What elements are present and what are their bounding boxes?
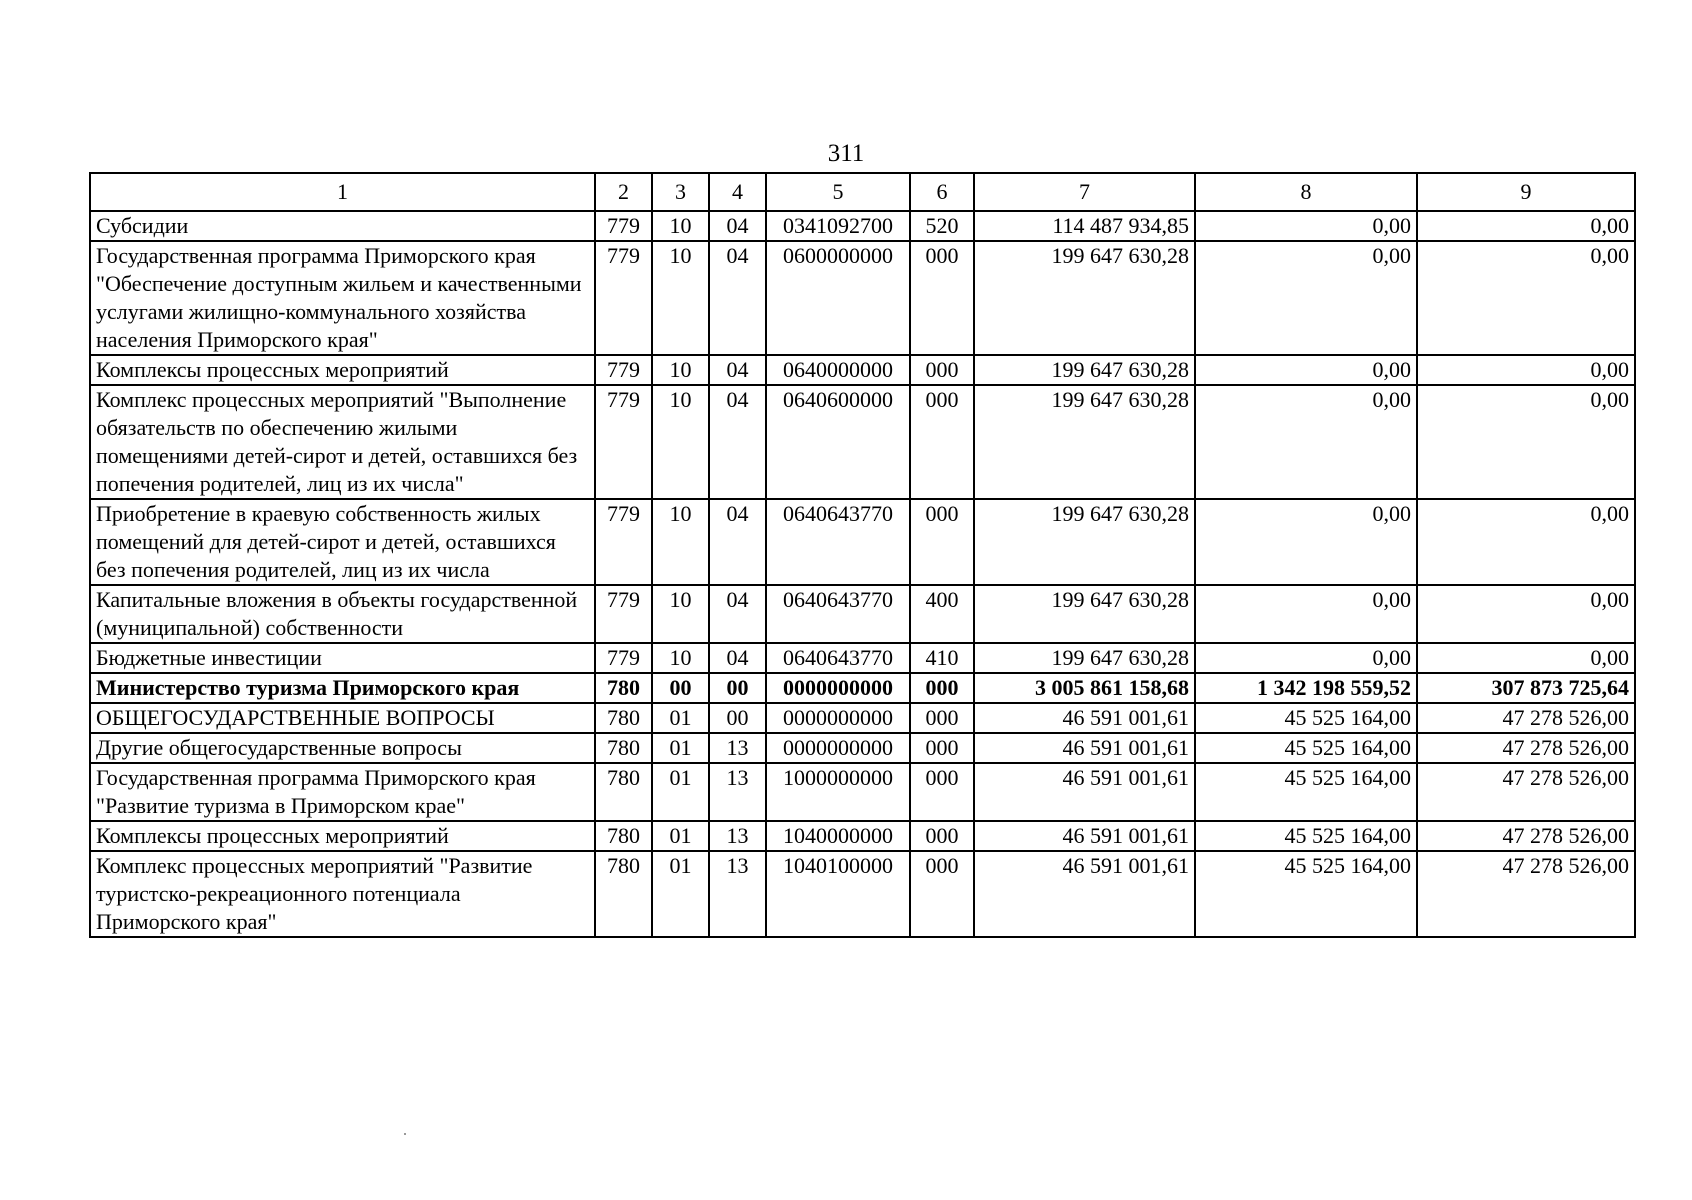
- row-code-cell: 410: [910, 643, 974, 673]
- row-code-cell: 00: [709, 703, 766, 733]
- column-header: 6: [910, 173, 974, 211]
- row-amount-cell: 46 591 001,61: [974, 763, 1195, 821]
- row-amount-cell: 46 591 001,61: [974, 703, 1195, 733]
- row-code-cell: 780: [595, 763, 652, 821]
- budget-table: [89, 172, 1636, 938]
- row-name-cell: Комплекс процессных мероприятий "Развитие туристско-рекреационного потенциала Приморского края": [90, 851, 595, 937]
- row-name-cell: Комплекс процессных мероприятий "Выполнение обязательств по обеспечению жилыми помещениями детей-сирот и детей, оставшихся без попечения родителей, лиц из их числа": [90, 385, 595, 499]
- row-code-cell: 779: [595, 585, 652, 643]
- row-amount-cell: 0,00: [1195, 499, 1417, 585]
- row-amount-cell: 47 278 526,00: [1417, 763, 1635, 821]
- row-code-cell: 779: [595, 643, 652, 673]
- column-header: 5: [766, 173, 910, 211]
- column-header: 1: [90, 173, 595, 211]
- row-code-cell: 04: [709, 211, 766, 241]
- row-amount-cell: 0,00: [1417, 355, 1635, 385]
- row-code-cell: 400: [910, 585, 974, 643]
- row-name-cell: ОБЩЕГОСУДАРСТВЕННЫЕ ВОПРОСЫ: [90, 703, 595, 733]
- row-code-cell: 000: [910, 355, 974, 385]
- row-amount-cell: 199 647 630,28: [974, 499, 1195, 585]
- table-row: [90, 385, 1635, 499]
- row-name-cell: Государственная программа Приморского края "Обеспечение доступным жильем и качественными услугами жилищно-коммунального хозяйства населения Приморского края": [90, 241, 595, 355]
- table-header-row: [90, 173, 1635, 211]
- column-header: 3: [652, 173, 709, 211]
- row-code-cell: 01: [652, 851, 709, 937]
- row-code-cell: 0600000000: [766, 241, 910, 355]
- row-code-cell: 04: [709, 499, 766, 585]
- row-code-cell: 779: [595, 385, 652, 499]
- row-code-cell: 10: [652, 355, 709, 385]
- row-amount-cell: 0,00: [1195, 355, 1417, 385]
- row-code-cell: 779: [595, 355, 652, 385]
- table-row: [90, 821, 1635, 851]
- table-row: [90, 211, 1635, 241]
- row-code-cell: 10: [652, 499, 709, 585]
- row-code-cell: 10: [652, 385, 709, 499]
- row-name-cell: Министерство туризма Приморского края: [90, 673, 595, 703]
- row-code-cell: 000: [910, 851, 974, 937]
- scan-mark: [404, 1133, 406, 1135]
- row-code-cell: 0640643770: [766, 643, 910, 673]
- row-code-cell: 000: [910, 733, 974, 763]
- row-code-cell: 780: [595, 733, 652, 763]
- row-code-cell: 0640643770: [766, 499, 910, 585]
- row-code-cell: 10: [652, 643, 709, 673]
- row-code-cell: 000: [910, 821, 974, 851]
- row-code-cell: 0000000000: [766, 703, 910, 733]
- row-code-cell: 13: [709, 733, 766, 763]
- row-amount-cell: 47 278 526,00: [1417, 733, 1635, 763]
- row-amount-cell: 45 525 164,00: [1195, 703, 1417, 733]
- row-code-cell: 1040100000: [766, 851, 910, 937]
- row-code-cell: 01: [652, 821, 709, 851]
- table-row: [90, 733, 1635, 763]
- row-code-cell: 13: [709, 821, 766, 851]
- row-name-cell: Другие общегосударственные вопросы: [90, 733, 595, 763]
- table-row: [90, 673, 1635, 703]
- row-code-cell: 000: [910, 385, 974, 499]
- row-amount-cell: 307 873 725,64: [1417, 673, 1635, 703]
- row-amount-cell: 199 647 630,28: [974, 385, 1195, 499]
- page-number: 311: [827, 140, 865, 167]
- row-amount-cell: 199 647 630,28: [974, 643, 1195, 673]
- row-amount-cell: 0,00: [1417, 241, 1635, 355]
- row-name-cell: Комплексы процессных мероприятий: [90, 355, 595, 385]
- column-header: 7: [974, 173, 1195, 211]
- row-code-cell: 780: [595, 673, 652, 703]
- row-amount-cell: 45 525 164,00: [1195, 851, 1417, 937]
- row-amount-cell: 0,00: [1195, 211, 1417, 241]
- row-code-cell: 01: [652, 703, 709, 733]
- row-amount-cell: 0,00: [1195, 643, 1417, 673]
- row-code-cell: 0341092700: [766, 211, 910, 241]
- row-code-cell: 04: [709, 643, 766, 673]
- row-amount-cell: 0,00: [1417, 211, 1635, 241]
- row-amount-cell: 47 278 526,00: [1417, 821, 1635, 851]
- table-body: [90, 211, 1635, 937]
- row-code-cell: 10: [652, 241, 709, 355]
- row-amount-cell: 0,00: [1195, 585, 1417, 643]
- table-row: [90, 241, 1635, 355]
- row-code-cell: 000: [910, 703, 974, 733]
- row-name-cell: Государственная программа Приморского края "Развитие туризма в Приморском крае": [90, 763, 595, 821]
- row-amount-cell: 1 342 198 559,52: [1195, 673, 1417, 703]
- row-code-cell: 1000000000: [766, 763, 910, 821]
- column-header: 4: [709, 173, 766, 211]
- row-name-cell: Субсидии: [90, 211, 595, 241]
- row-amount-cell: 114 487 934,85: [974, 211, 1195, 241]
- row-code-cell: 0000000000: [766, 673, 910, 703]
- row-amount-cell: 199 647 630,28: [974, 585, 1195, 643]
- row-amount-cell: 46 591 001,61: [974, 851, 1195, 937]
- column-header: 2: [595, 173, 652, 211]
- row-code-cell: 00: [652, 673, 709, 703]
- row-code-cell: 000: [910, 241, 974, 355]
- row-amount-cell: 45 525 164,00: [1195, 733, 1417, 763]
- row-code-cell: 0640000000: [766, 355, 910, 385]
- row-amount-cell: 46 591 001,61: [974, 733, 1195, 763]
- row-amount-cell: 45 525 164,00: [1195, 821, 1417, 851]
- row-amount-cell: 0,00: [1195, 241, 1417, 355]
- column-header: 9: [1417, 173, 1635, 211]
- column-header: 8: [1195, 173, 1417, 211]
- row-amount-cell: 0,00: [1195, 385, 1417, 499]
- table-row: [90, 763, 1635, 821]
- table-row: [90, 851, 1635, 937]
- row-code-cell: 04: [709, 585, 766, 643]
- row-code-cell: 01: [652, 763, 709, 821]
- table-row: [90, 355, 1635, 385]
- table-row: [90, 703, 1635, 733]
- row-code-cell: 13: [709, 763, 766, 821]
- row-code-cell: 780: [595, 821, 652, 851]
- row-code-cell: 000: [910, 763, 974, 821]
- row-code-cell: 000: [910, 673, 974, 703]
- row-code-cell: 780: [595, 703, 652, 733]
- row-code-cell: 04: [709, 355, 766, 385]
- row-amount-cell: 47 278 526,00: [1417, 851, 1635, 937]
- row-amount-cell: 47 278 526,00: [1417, 703, 1635, 733]
- row-code-cell: 520: [910, 211, 974, 241]
- row-amount-cell: 0,00: [1417, 499, 1635, 585]
- row-code-cell: 000: [910, 499, 974, 585]
- row-amount-cell: 46 591 001,61: [974, 821, 1195, 851]
- row-code-cell: 780: [595, 851, 652, 937]
- row-amount-cell: 0,00: [1417, 643, 1635, 673]
- row-amount-cell: 199 647 630,28: [974, 241, 1195, 355]
- row-code-cell: 04: [709, 241, 766, 355]
- row-amount-cell: 0,00: [1417, 385, 1635, 499]
- row-code-cell: 00: [709, 673, 766, 703]
- row-code-cell: 10: [652, 585, 709, 643]
- row-amount-cell: 45 525 164,00: [1195, 763, 1417, 821]
- row-amount-cell: 3 005 861 158,68: [974, 673, 1195, 703]
- row-code-cell: 13: [709, 851, 766, 937]
- row-name-cell: Комплексы процессных мероприятий: [90, 821, 595, 851]
- row-name-cell: Приобретение в краевую собственность жилых помещений для детей-сирот и детей, оставшихся без попечения родителей, лиц из их числа: [90, 499, 595, 585]
- row-code-cell: 01: [652, 733, 709, 763]
- row-code-cell: 10: [652, 211, 709, 241]
- row-code-cell: 0640600000: [766, 385, 910, 499]
- row-code-cell: 779: [595, 211, 652, 241]
- table-row: [90, 643, 1635, 673]
- row-code-cell: 0640643770: [766, 585, 910, 643]
- row-code-cell: 779: [595, 241, 652, 355]
- table-row: [90, 499, 1635, 585]
- row-name-cell: Бюджетные инвестиции: [90, 643, 595, 673]
- row-code-cell: 1040000000: [766, 821, 910, 851]
- row-code-cell: 04: [709, 385, 766, 499]
- row-amount-cell: 199 647 630,28: [974, 355, 1195, 385]
- row-code-cell: 0000000000: [766, 733, 910, 763]
- table-row: [90, 585, 1635, 643]
- row-name-cell: Капитальные вложения в объекты государственной (муниципальной) собственности: [90, 585, 595, 643]
- row-code-cell: 779: [595, 499, 652, 585]
- row-amount-cell: 0,00: [1417, 585, 1635, 643]
